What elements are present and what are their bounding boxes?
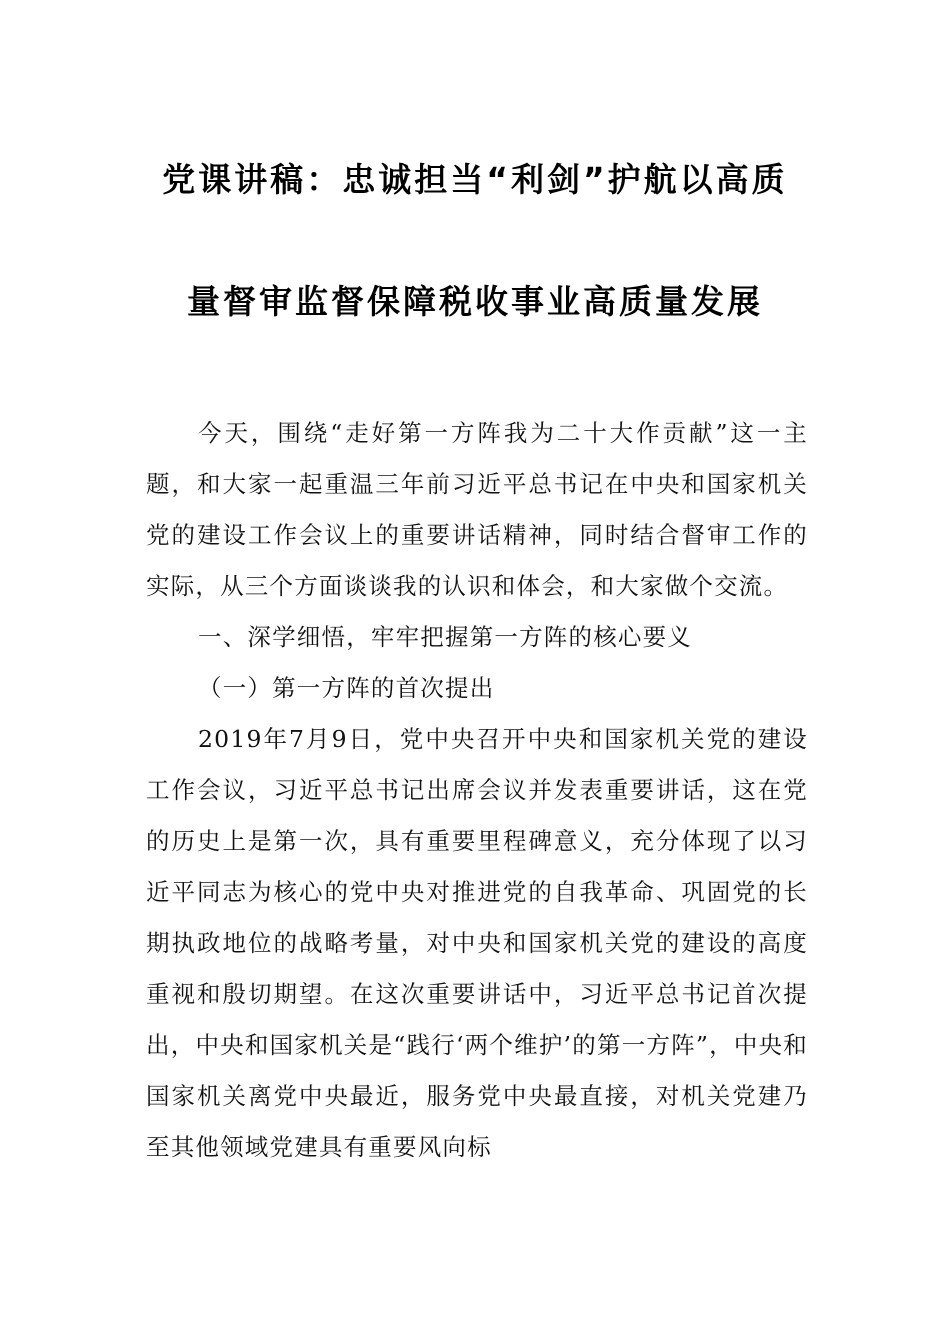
- section-heading-1: 一、深学细悟，牢牢把握第一方阵的核心要义: [198, 623, 692, 651]
- paragraph-intro: 今天，围绕“走好第一方阵我为二十大作贡献”这一主题，和大家一起重温三年前习近平总书记在中央和国家机关党的建设工作会议上的重要讲话精神，同时结合督审工作的实际，从三个方面谈谈我的认识和体会，和大家做个交流。: [146, 419, 808, 600]
- document-title-line-1: 党课讲稿：忠诚担当“利剑”护航以高质: [162, 160, 788, 199]
- subsection-heading-1: （一）第一方阵的首次提出: [198, 674, 495, 702]
- document-title-line-2: 量督审监督保障税收事业高质量发展: [187, 282, 763, 321]
- document-body: [146, 408, 808, 1173]
- paragraph-body-1: 2019年7月9日，党中央召开中央和国家机关党的建设工作会议，习近平总书记出席会议并发表重要讲话，这在党的历史上是第一次，具有重要里程碑意义，充分体现了以习近平同志为核心的党中央对推进党的自我革命、巩固党的长期执政地位的战略考量，对中央和国家机关党的建设的高度重视和殷切期望。在这次重要讲话中，习近平总书记首次提出，中央和国家机关是“践行‘两个维护’的第一方阵”，中央和国家机关离党中央最近，服务党中央最直接，对机关党建乃至其他领域党建具有重要风向标: [146, 725, 808, 1161]
